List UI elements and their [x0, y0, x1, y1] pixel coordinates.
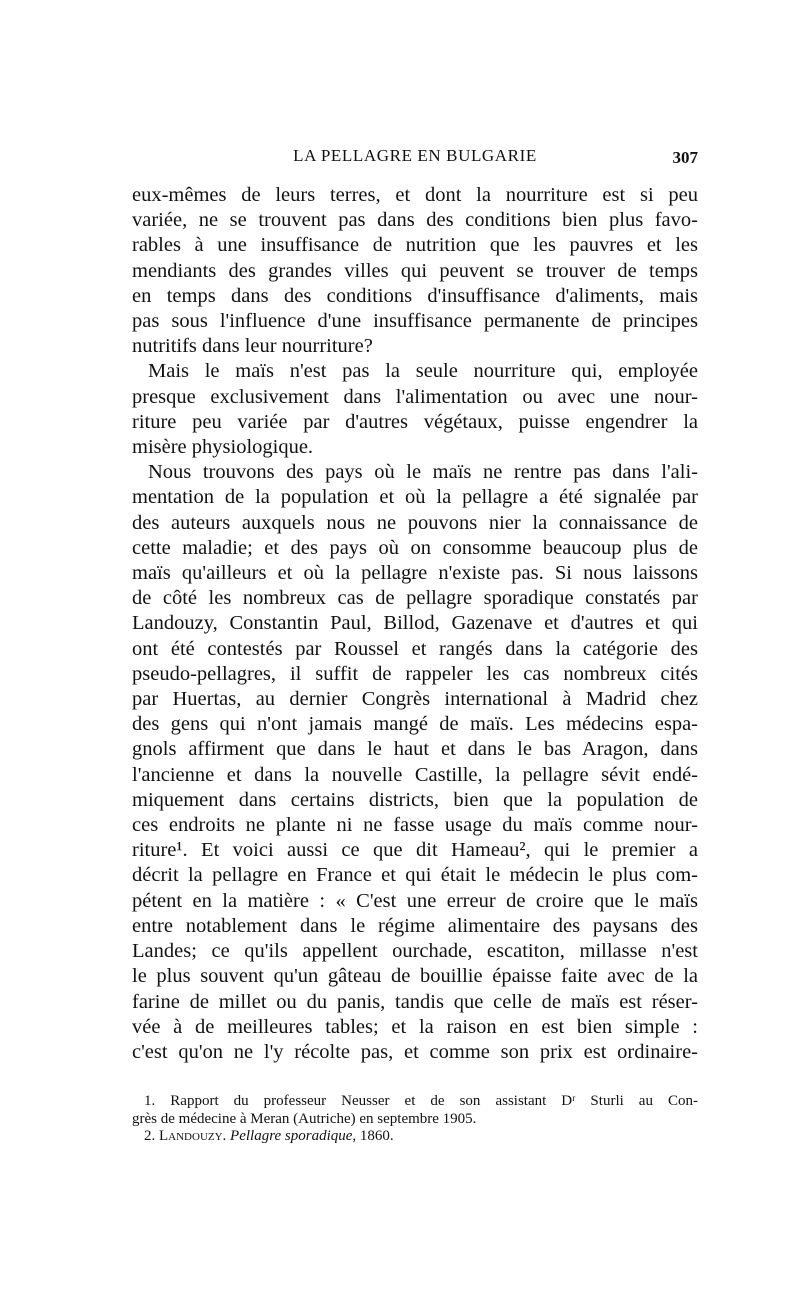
- text-line: en temps dans des conditions d'insuffisance d'aliments, mais: [132, 284, 698, 307]
- text-line: Mais le maïs n'est pas la seule nourriture qui, employée: [148, 360, 698, 383]
- footnote-1-line-1: 1. Rapport du professeur Neusser et de son assistant Dʳ Sturli au Con-: [144, 1093, 698, 1109]
- footnote-2: [132, 1128, 698, 1146]
- text-line: presque exclusivement dans l'alimentation ou avec une nour-: [132, 385, 698, 408]
- footnote-2-title: Pellagre sporadique,: [230, 1128, 357, 1144]
- text-line: cette maladie; et des pays où on consomme beaucoup plus de: [132, 536, 698, 559]
- page-number: 307: [672, 148, 698, 167]
- text-line: gnols affirment que dans le haut et dans le bas Aragon, dans: [132, 738, 698, 761]
- footnote-1-line-2: grès de médecine à Meran (Autriche) en septembre 1905.: [132, 1110, 477, 1127]
- text-line: c'est qu'on ne l'y récolte pas, et comme son prix est ordinaire-: [132, 1040, 698, 1063]
- footnote-2-number: 2.: [144, 1128, 156, 1144]
- text-line: vée à de meilleures tables; et la raison en est bien simple :: [132, 1015, 698, 1038]
- footnotes: [132, 1093, 698, 1146]
- text-line: mentation de la population et où la pellagre a été signalée par: [132, 486, 698, 509]
- text-line: ces endroits ne plante ni ne fasse usage du maïs comme nour-: [132, 814, 698, 837]
- text-line: Nous trouvons des pays où le maïs ne rentre pas dans l'ali-: [148, 461, 698, 484]
- text-line: décrit la pellagre en France et qui était le médecin le plus com-: [132, 864, 698, 887]
- text-line: pas sous l'influence d'une insuffisance permanente de principes: [132, 310, 698, 333]
- body-text: [132, 183, 698, 1065]
- text-line: pétent en la matière : « C'est une erreur de croire que le maïs: [132, 889, 698, 912]
- text-line: l'ancienne et dans la nouvelle Castille, la pellagre sévit endé-: [132, 763, 698, 786]
- text-line: ont été contestés par Roussel et rangés dans la catégorie des: [132, 637, 698, 660]
- text-line: par Huertas, au dernier Congrès international à Madrid chez: [132, 688, 698, 711]
- text-line: entre notablement dans le régime alimentaire des paysans des: [132, 914, 698, 937]
- footnote-2-year: 1860.: [359, 1128, 394, 1144]
- text-line: des auteurs auxquels nous ne pouvons nier la connaissance de: [132, 511, 698, 534]
- text-line: misère physiologique.: [132, 436, 314, 459]
- text-line: mendiants des grandes villes qui peuvent se trouver de temps: [132, 259, 698, 282]
- text-line: des gens qui n'ont jamais mangé de maïs. Les médecins espa-: [132, 713, 698, 736]
- text-line: riture peu variée par d'autres végétaux, puisse engendrer la: [132, 410, 698, 433]
- text-line: eux-mêmes de leurs terres, et dont la nourriture est si peu: [132, 184, 698, 206]
- text-line: de côté les nombreux cas de pellagre sporadique constatés par: [132, 587, 698, 610]
- text-line: nutritifs dans leur nourriture?: [132, 335, 373, 358]
- text-line: farine de millet ou du panis, tandis que celle de maïs est réser-: [132, 990, 698, 1013]
- page-header: [132, 144, 698, 170]
- text-line: miquement dans certains districts, bien que la population de: [132, 788, 698, 811]
- text-line: pseudo-pellagres, il suffit de rappeler les cas nombreux cités: [132, 662, 698, 685]
- footnote-2-author: Landouzy.: [159, 1128, 227, 1144]
- text-line: rables à une insuffisance de nutrition que les pauvres et les: [132, 234, 698, 257]
- text-line: Landes; ce qu'ils appellent ourchade, escatiton, millasse n'est: [132, 940, 698, 963]
- text-line: variée, ne se trouvent pas dans des conditions bien plus favo-: [132, 209, 698, 232]
- text-line: Landouzy, Constantin Paul, Billod, Gazenave et d'autres et qui: [132, 612, 698, 635]
- text-line: riture¹. Et voici aussi ce que dit Hameau², qui le premier a: [132, 839, 698, 862]
- text-line: le plus souvent qu'un gâteau de bouillie épaisse faite avec de la: [132, 965, 698, 988]
- running-title: LA PELLAGRE EN BULGARIE: [293, 146, 537, 165]
- text-line: maïs qu'ailleurs et où la pellagre n'existe pas. Si nous laissons: [132, 562, 698, 585]
